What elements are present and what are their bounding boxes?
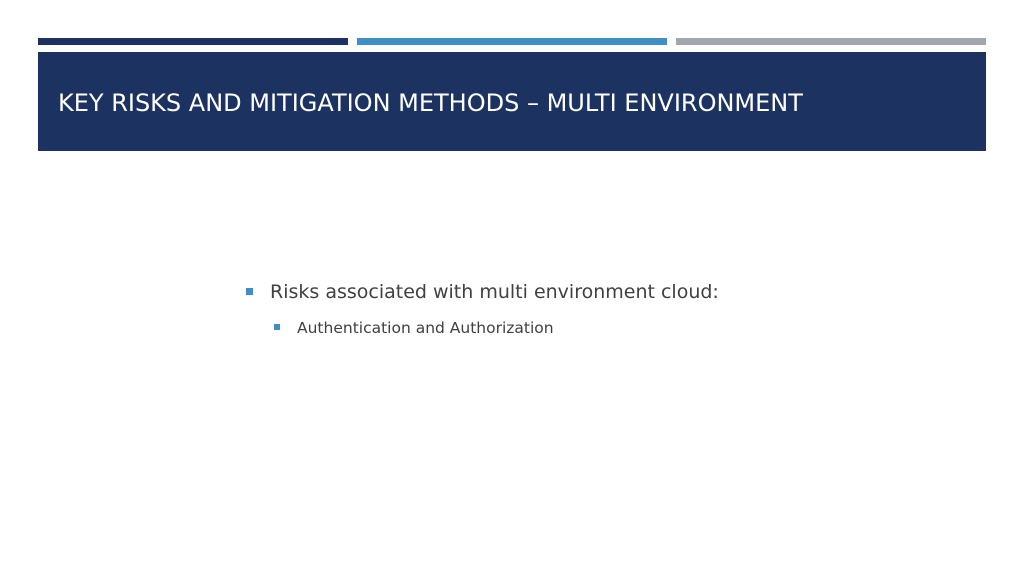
sub-bullet-item bbox=[274, 318, 946, 338]
slide-content bbox=[246, 280, 946, 338]
accent-bar-blue bbox=[357, 38, 667, 45]
square-bullet-icon bbox=[246, 288, 253, 295]
accent-bar-navy bbox=[38, 38, 348, 45]
title-band bbox=[38, 52, 986, 151]
square-bullet-icon bbox=[274, 324, 280, 330]
bullet-item bbox=[246, 280, 946, 304]
sub-bullet-text: Authentication and Authorization bbox=[297, 319, 554, 337]
slide-title: KEY RISKS AND MITIGATION METHODS – MULTI ENVIRONMENT bbox=[58, 88, 803, 117]
bullet-text: Risks associated with multi environment cloud: bbox=[270, 281, 719, 303]
accent-bar-gray bbox=[676, 38, 986, 45]
